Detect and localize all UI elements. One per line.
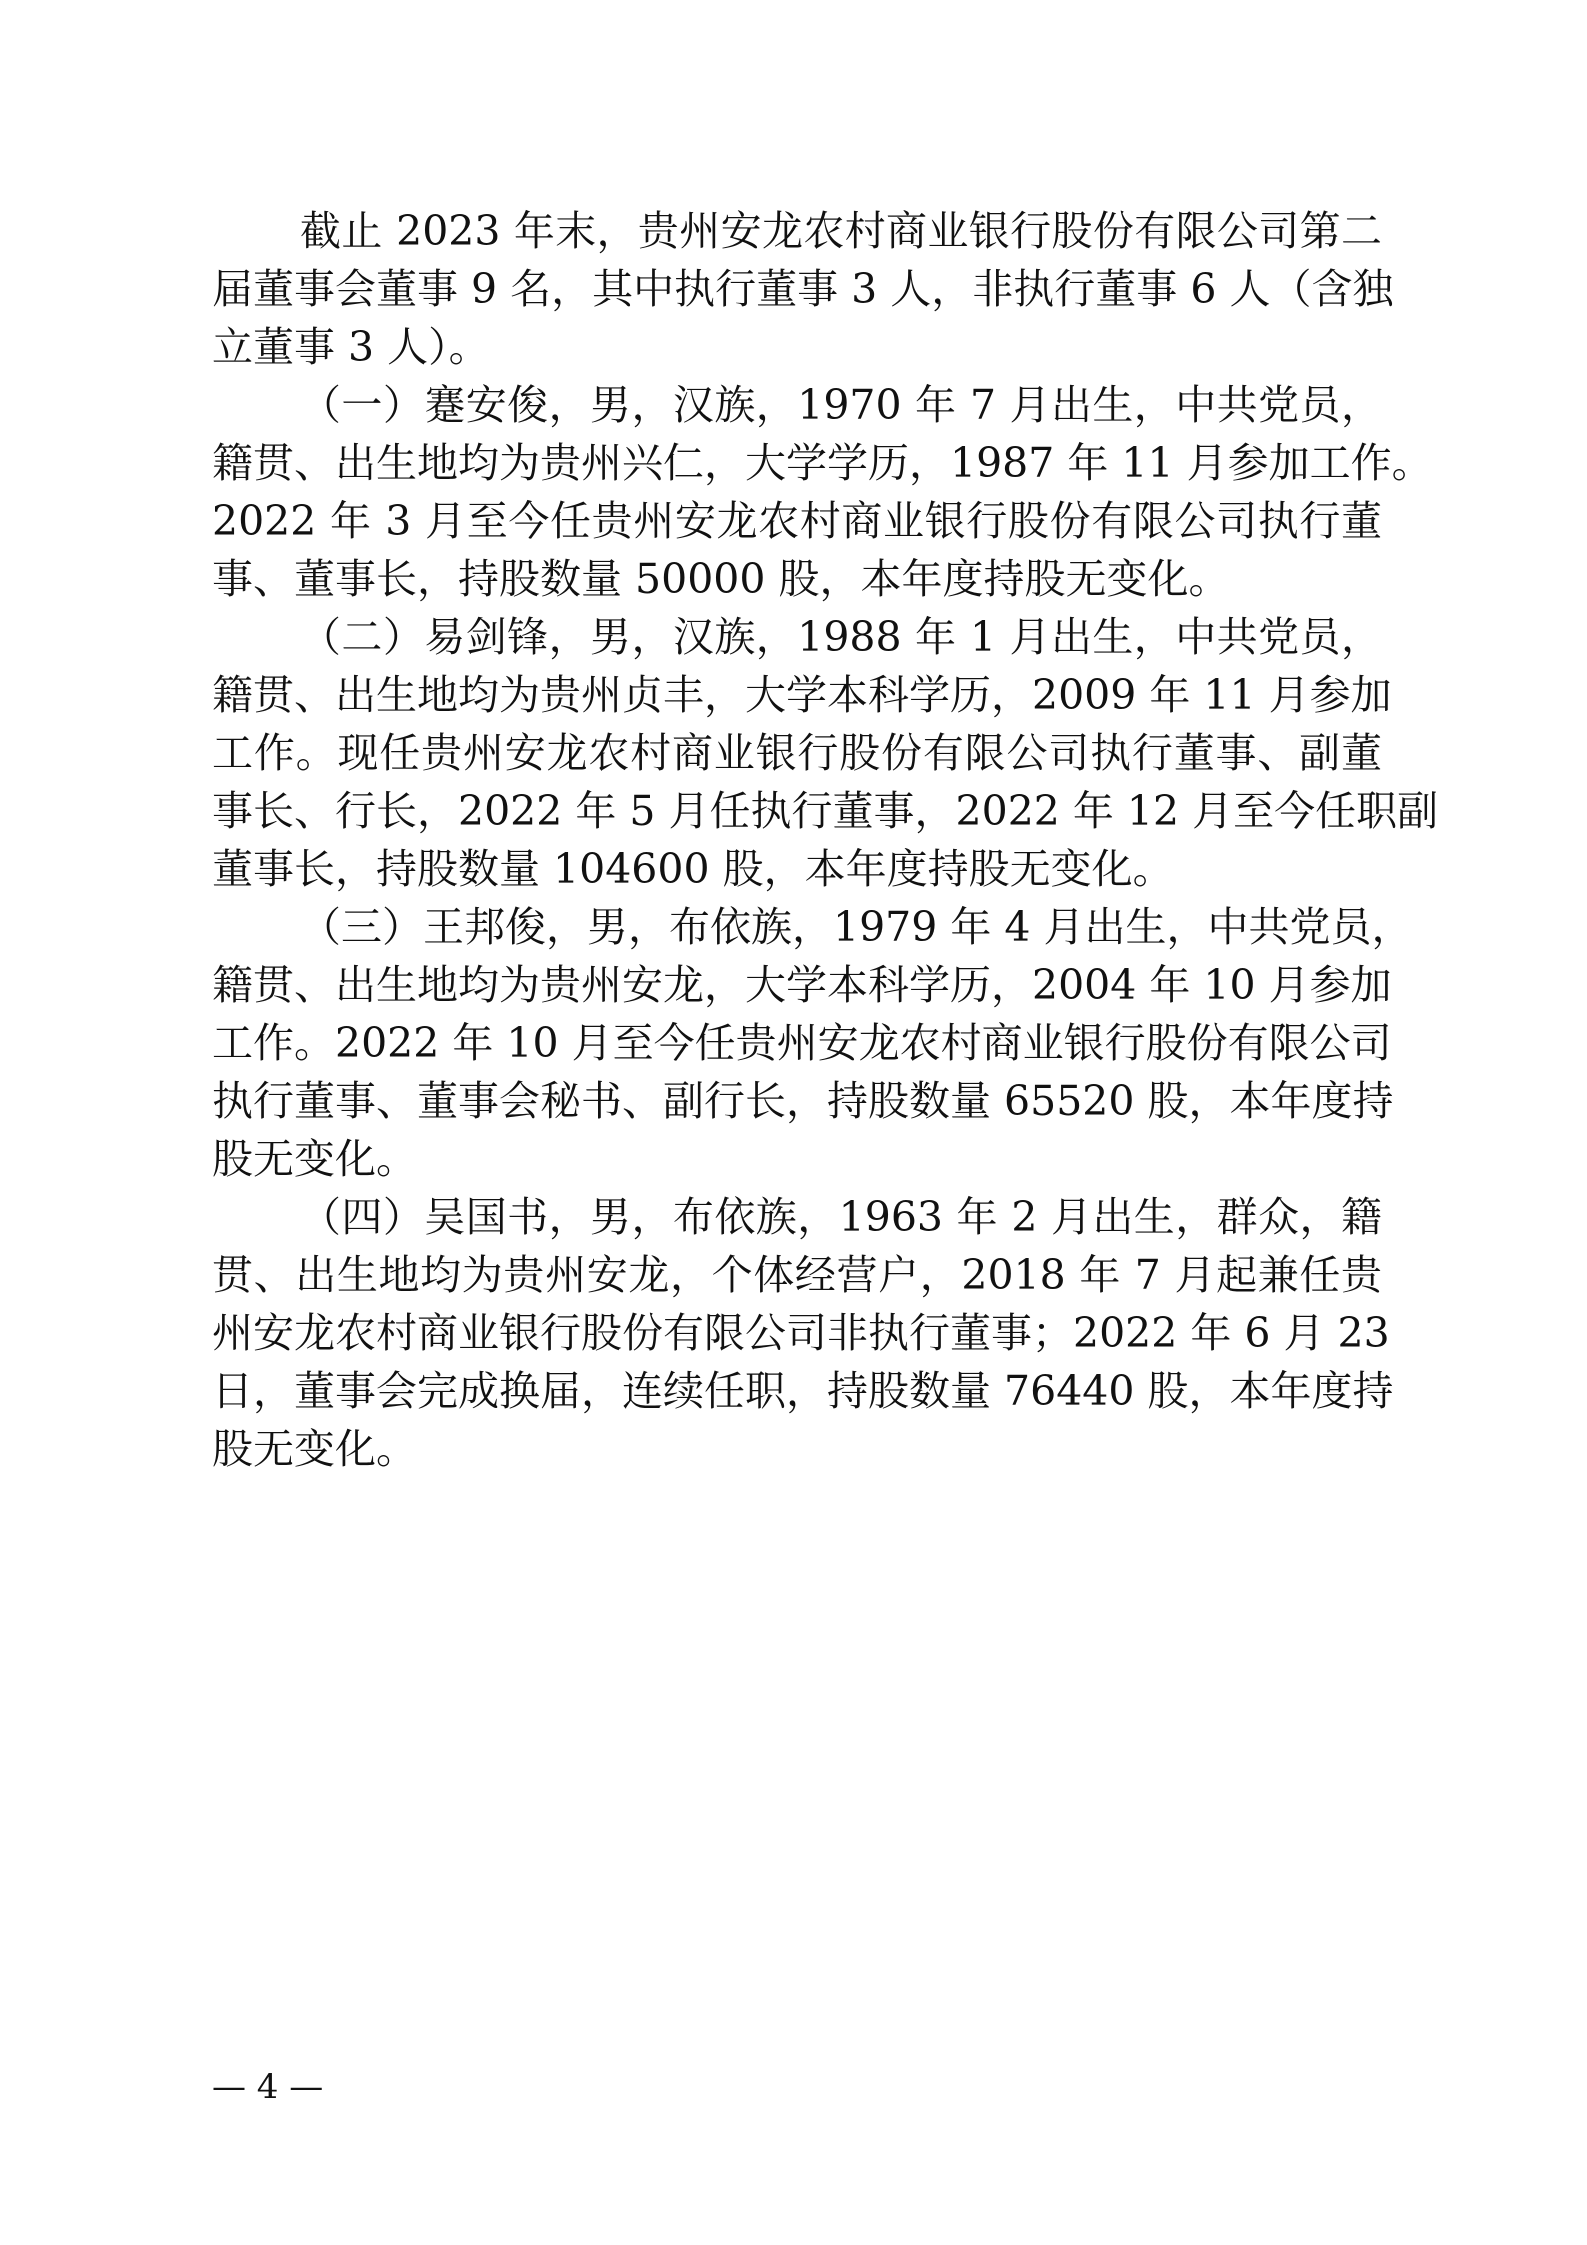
paragraph-line: 日，董事会完成换届，连续任职，持股数量 76440 股，本年度持 [212,1367,1394,1415]
paragraph-line: 工作。2022 年 10 月至今任贵州安龙农村商业银行股份有限公司 [212,1019,1392,1067]
paragraph-line: 事、董事长，持股数量 50000 股，本年度持股无变化。 [212,555,1230,603]
paragraph-line: 贯、出生地均为贵州安龙，个体经营户，2018 年 7 月起兼任贵 [212,1251,1382,1299]
paragraph-line: 股无变化。 [212,1135,417,1183]
paragraph-line: 2022 年 3 月至今任贵州安龙农村商业银行股份有限公司执行董 [212,497,1382,545]
paragraph-line: 立董事 3 人）。 [212,323,490,371]
paragraph-line: 股无变化。 [212,1425,417,1473]
paragraph-line: 籍贯、出生地均为贵州兴仁，大学学历，1987 年 11 月参加工作。 [212,439,1433,487]
paragraph-line: 事长、行长，2022 年 5 月任执行董事，2022 年 12 月至今任职副 [212,787,1439,835]
paragraph-line: 工作。现任贵州安龙农村商业银行股份有限公司执行董事、副董 [212,729,1382,777]
paragraph-line: 籍贯、出生地均为贵州安龙，大学本科学历，2004 年 10 月参加 [212,961,1392,1009]
page-number: — 4 — [212,2067,324,2107]
paragraph-line: 籍贯、出生地均为贵州贞丰，大学本科学历，2009 年 11 月参加 [212,671,1392,719]
paragraph-line: 州安龙农村商业银行股份有限公司非执行董事；2022 年 6 月 23 [212,1309,1390,1357]
paragraph-line: 执行董事、董事会秘书、副行长，持股数量 65520 股，本年度持 [212,1077,1394,1125]
paragraph-line: 届董事会董事 9 名，其中执行董事 3 人，非执行董事 6 人（含独 [212,265,1394,313]
paragraph-line: （二）易剑锋，男，汉族，1988 年 1 月出生，中共党员， [300,613,1382,661]
paragraph-line: （三）王邦俊，男，布依族，1979 年 4 月出生，中共党员， [300,903,1413,951]
paragraph-line: （一）蹇安俊，男，汉族，1970 年 7 月出生，中共党员， [300,381,1382,429]
paragraph-line: 截止 2023 年末，贵州安龙农村商业银行股份有限公司第二 [300,207,1382,255]
paragraph-line: 董事长，持股数量 104600 股，本年度持股无变化。 [212,845,1174,893]
paragraph-line: （四）吴国书，男，布依族，1963 年 2 月出生，群众，籍 [300,1193,1382,1241]
